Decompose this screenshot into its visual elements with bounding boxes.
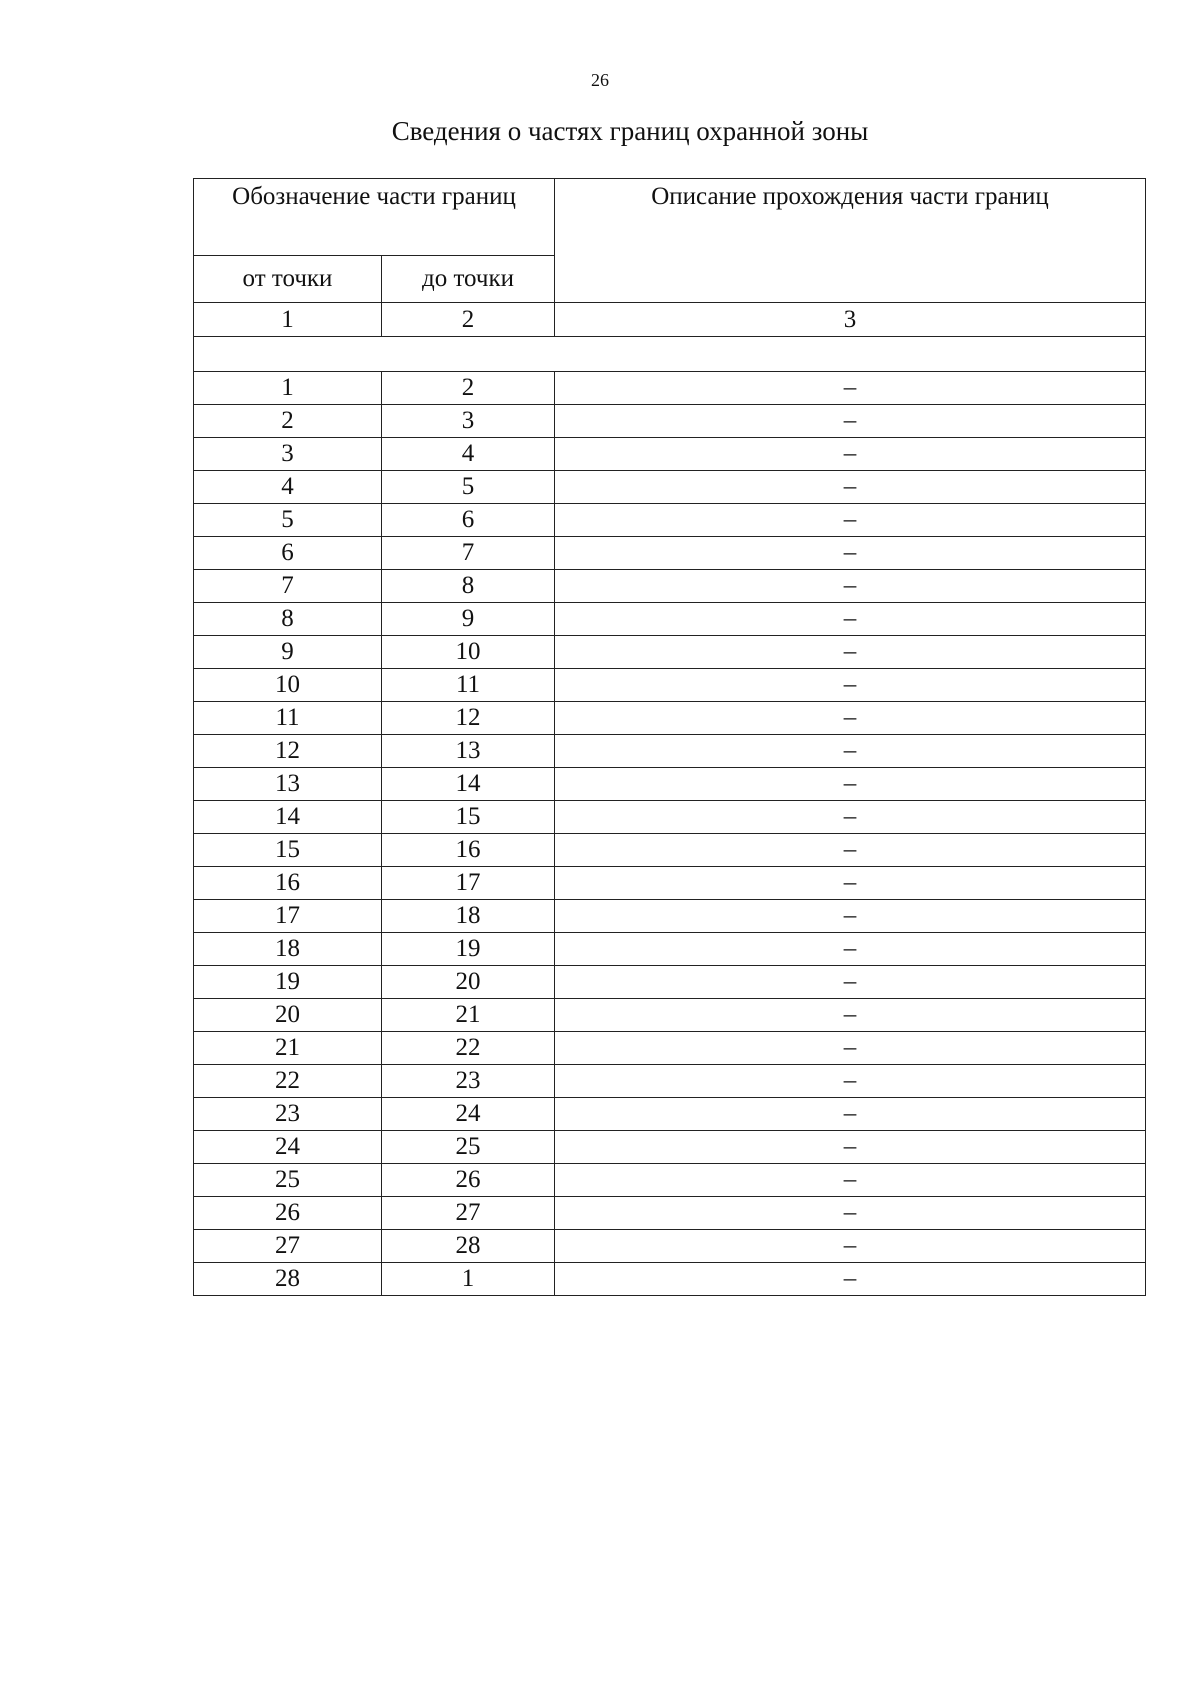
from-point-cell: 15: [194, 834, 382, 867]
table-row: [194, 999, 1146, 1032]
table-row: [194, 1032, 1146, 1065]
to-point-cell: 10: [382, 636, 555, 669]
to-point-cell: 7: [382, 537, 555, 570]
description-cell: –: [555, 999, 1146, 1032]
page-title: Сведения о частях границ охранной зоны: [391, 116, 869, 146]
from-point-cell: 2: [194, 405, 382, 438]
description-cell: –: [555, 570, 1146, 603]
description-cell: –: [555, 504, 1146, 537]
from-point-cell: 26: [194, 1197, 382, 1230]
to-point-cell: 12: [382, 702, 555, 735]
header-from-point: от точки: [194, 256, 382, 303]
table-row: [194, 372, 1146, 405]
table-row: [194, 966, 1146, 999]
table-row: [194, 570, 1146, 603]
table-row: [194, 1197, 1146, 1230]
column-number: 1: [194, 303, 382, 337]
from-point-cell: 10: [194, 669, 382, 702]
description-cell: –: [555, 1197, 1146, 1230]
from-point-cell: 28: [194, 1263, 382, 1296]
from-point-cell: 8: [194, 603, 382, 636]
description-cell: –: [555, 1263, 1146, 1296]
table-row: [194, 405, 1146, 438]
to-point-cell: 20: [382, 966, 555, 999]
to-point-cell: 9: [382, 603, 555, 636]
from-point-cell: 23: [194, 1098, 382, 1131]
from-point-cell: 4: [194, 471, 382, 504]
to-point-cell: 25: [382, 1131, 555, 1164]
description-cell: –: [555, 603, 1146, 636]
to-point-cell: 2: [382, 372, 555, 405]
description-cell: –: [555, 1098, 1146, 1131]
to-point-cell: 19: [382, 933, 555, 966]
description-cell: –: [555, 372, 1146, 405]
table-row: [194, 735, 1146, 768]
from-point-cell: 22: [194, 1065, 382, 1098]
table-row: [194, 1098, 1146, 1131]
header-boundary-designation: Обозначение части границ: [194, 179, 555, 256]
from-point-cell: 24: [194, 1131, 382, 1164]
description-cell: –: [555, 669, 1146, 702]
table-row: [194, 537, 1146, 570]
to-point-cell: 18: [382, 900, 555, 933]
description-cell: –: [555, 438, 1146, 471]
table-row: [194, 1164, 1146, 1197]
blank-cell: [194, 337, 1146, 372]
column-number: 2: [382, 303, 555, 337]
from-point-cell: 25: [194, 1164, 382, 1197]
from-point-cell: 11: [194, 702, 382, 735]
description-cell: –: [555, 801, 1146, 834]
from-point-cell: 16: [194, 867, 382, 900]
table-row: [194, 1131, 1146, 1164]
to-point-cell: 13: [382, 735, 555, 768]
description-cell: –: [555, 966, 1146, 999]
page-number: 26: [591, 70, 609, 90]
from-point-cell: 7: [194, 570, 382, 603]
from-point-cell: 1: [194, 372, 382, 405]
from-point-cell: 27: [194, 1230, 382, 1263]
from-point-cell: 6: [194, 537, 382, 570]
to-point-cell: 28: [382, 1230, 555, 1263]
description-cell: –: [555, 1065, 1146, 1098]
to-point-cell: 21: [382, 999, 555, 1032]
to-point-cell: 5: [382, 471, 555, 504]
to-point-cell: 6: [382, 504, 555, 537]
to-point-cell: 4: [382, 438, 555, 471]
to-point-cell: 26: [382, 1164, 555, 1197]
table-row: [194, 438, 1146, 471]
to-point-cell: 11: [382, 669, 555, 702]
table-row: [194, 702, 1146, 735]
from-point-cell: 3: [194, 438, 382, 471]
to-point-cell: 15: [382, 801, 555, 834]
from-point-cell: 13: [194, 768, 382, 801]
header-boundary-description: Описание прохождения части границ: [555, 179, 1146, 303]
description-cell: –: [555, 768, 1146, 801]
to-point-cell: 14: [382, 768, 555, 801]
from-point-cell: 20: [194, 999, 382, 1032]
column-number: 3: [555, 303, 1146, 337]
description-cell: –: [555, 1230, 1146, 1263]
description-cell: –: [555, 636, 1146, 669]
table-row: [194, 669, 1146, 702]
from-point-cell: 18: [194, 933, 382, 966]
boundary-parts-table: [193, 302, 1146, 1296]
table-row: [194, 471, 1146, 504]
column-number-row: [194, 303, 1146, 337]
to-point-cell: 23: [382, 1065, 555, 1098]
header-to-point: до точки: [382, 256, 555, 303]
table-row: [194, 801, 1146, 834]
to-point-cell: 1: [382, 1263, 555, 1296]
description-cell: –: [555, 867, 1146, 900]
table-row: [194, 1065, 1146, 1098]
to-point-cell: 27: [382, 1197, 555, 1230]
to-point-cell: 8: [382, 570, 555, 603]
from-point-cell: 5: [194, 504, 382, 537]
description-cell: –: [555, 1032, 1146, 1065]
description-cell: –: [555, 471, 1146, 504]
from-point-cell: 19: [194, 966, 382, 999]
table-row: [194, 504, 1146, 537]
blank-row: [194, 337, 1146, 372]
description-cell: –: [555, 834, 1146, 867]
from-point-cell: 14: [194, 801, 382, 834]
table-row: [194, 900, 1146, 933]
description-cell: –: [555, 900, 1146, 933]
table-row: [194, 933, 1146, 966]
from-point-cell: 21: [194, 1032, 382, 1065]
table-body: [194, 303, 1146, 1296]
to-point-cell: 24: [382, 1098, 555, 1131]
table-row: [194, 636, 1146, 669]
to-point-cell: 16: [382, 834, 555, 867]
description-cell: –: [555, 537, 1146, 570]
table-row: [194, 834, 1146, 867]
from-point-cell: 17: [194, 900, 382, 933]
description-cell: –: [555, 1164, 1146, 1197]
description-cell: –: [555, 405, 1146, 438]
to-point-cell: 17: [382, 867, 555, 900]
description-cell: –: [555, 1131, 1146, 1164]
to-point-cell: 3: [382, 405, 555, 438]
from-point-cell: 12: [194, 735, 382, 768]
table-row: [194, 867, 1146, 900]
table-row: [194, 768, 1146, 801]
description-cell: –: [555, 735, 1146, 768]
table-row: [194, 603, 1146, 636]
to-point-cell: 22: [382, 1032, 555, 1065]
table-row: [194, 1230, 1146, 1263]
description-cell: –: [555, 933, 1146, 966]
from-point-cell: 9: [194, 636, 382, 669]
table-row: [194, 1263, 1146, 1296]
boundary-parts-header-table: [193, 178, 1146, 303]
description-cell: –: [555, 702, 1146, 735]
